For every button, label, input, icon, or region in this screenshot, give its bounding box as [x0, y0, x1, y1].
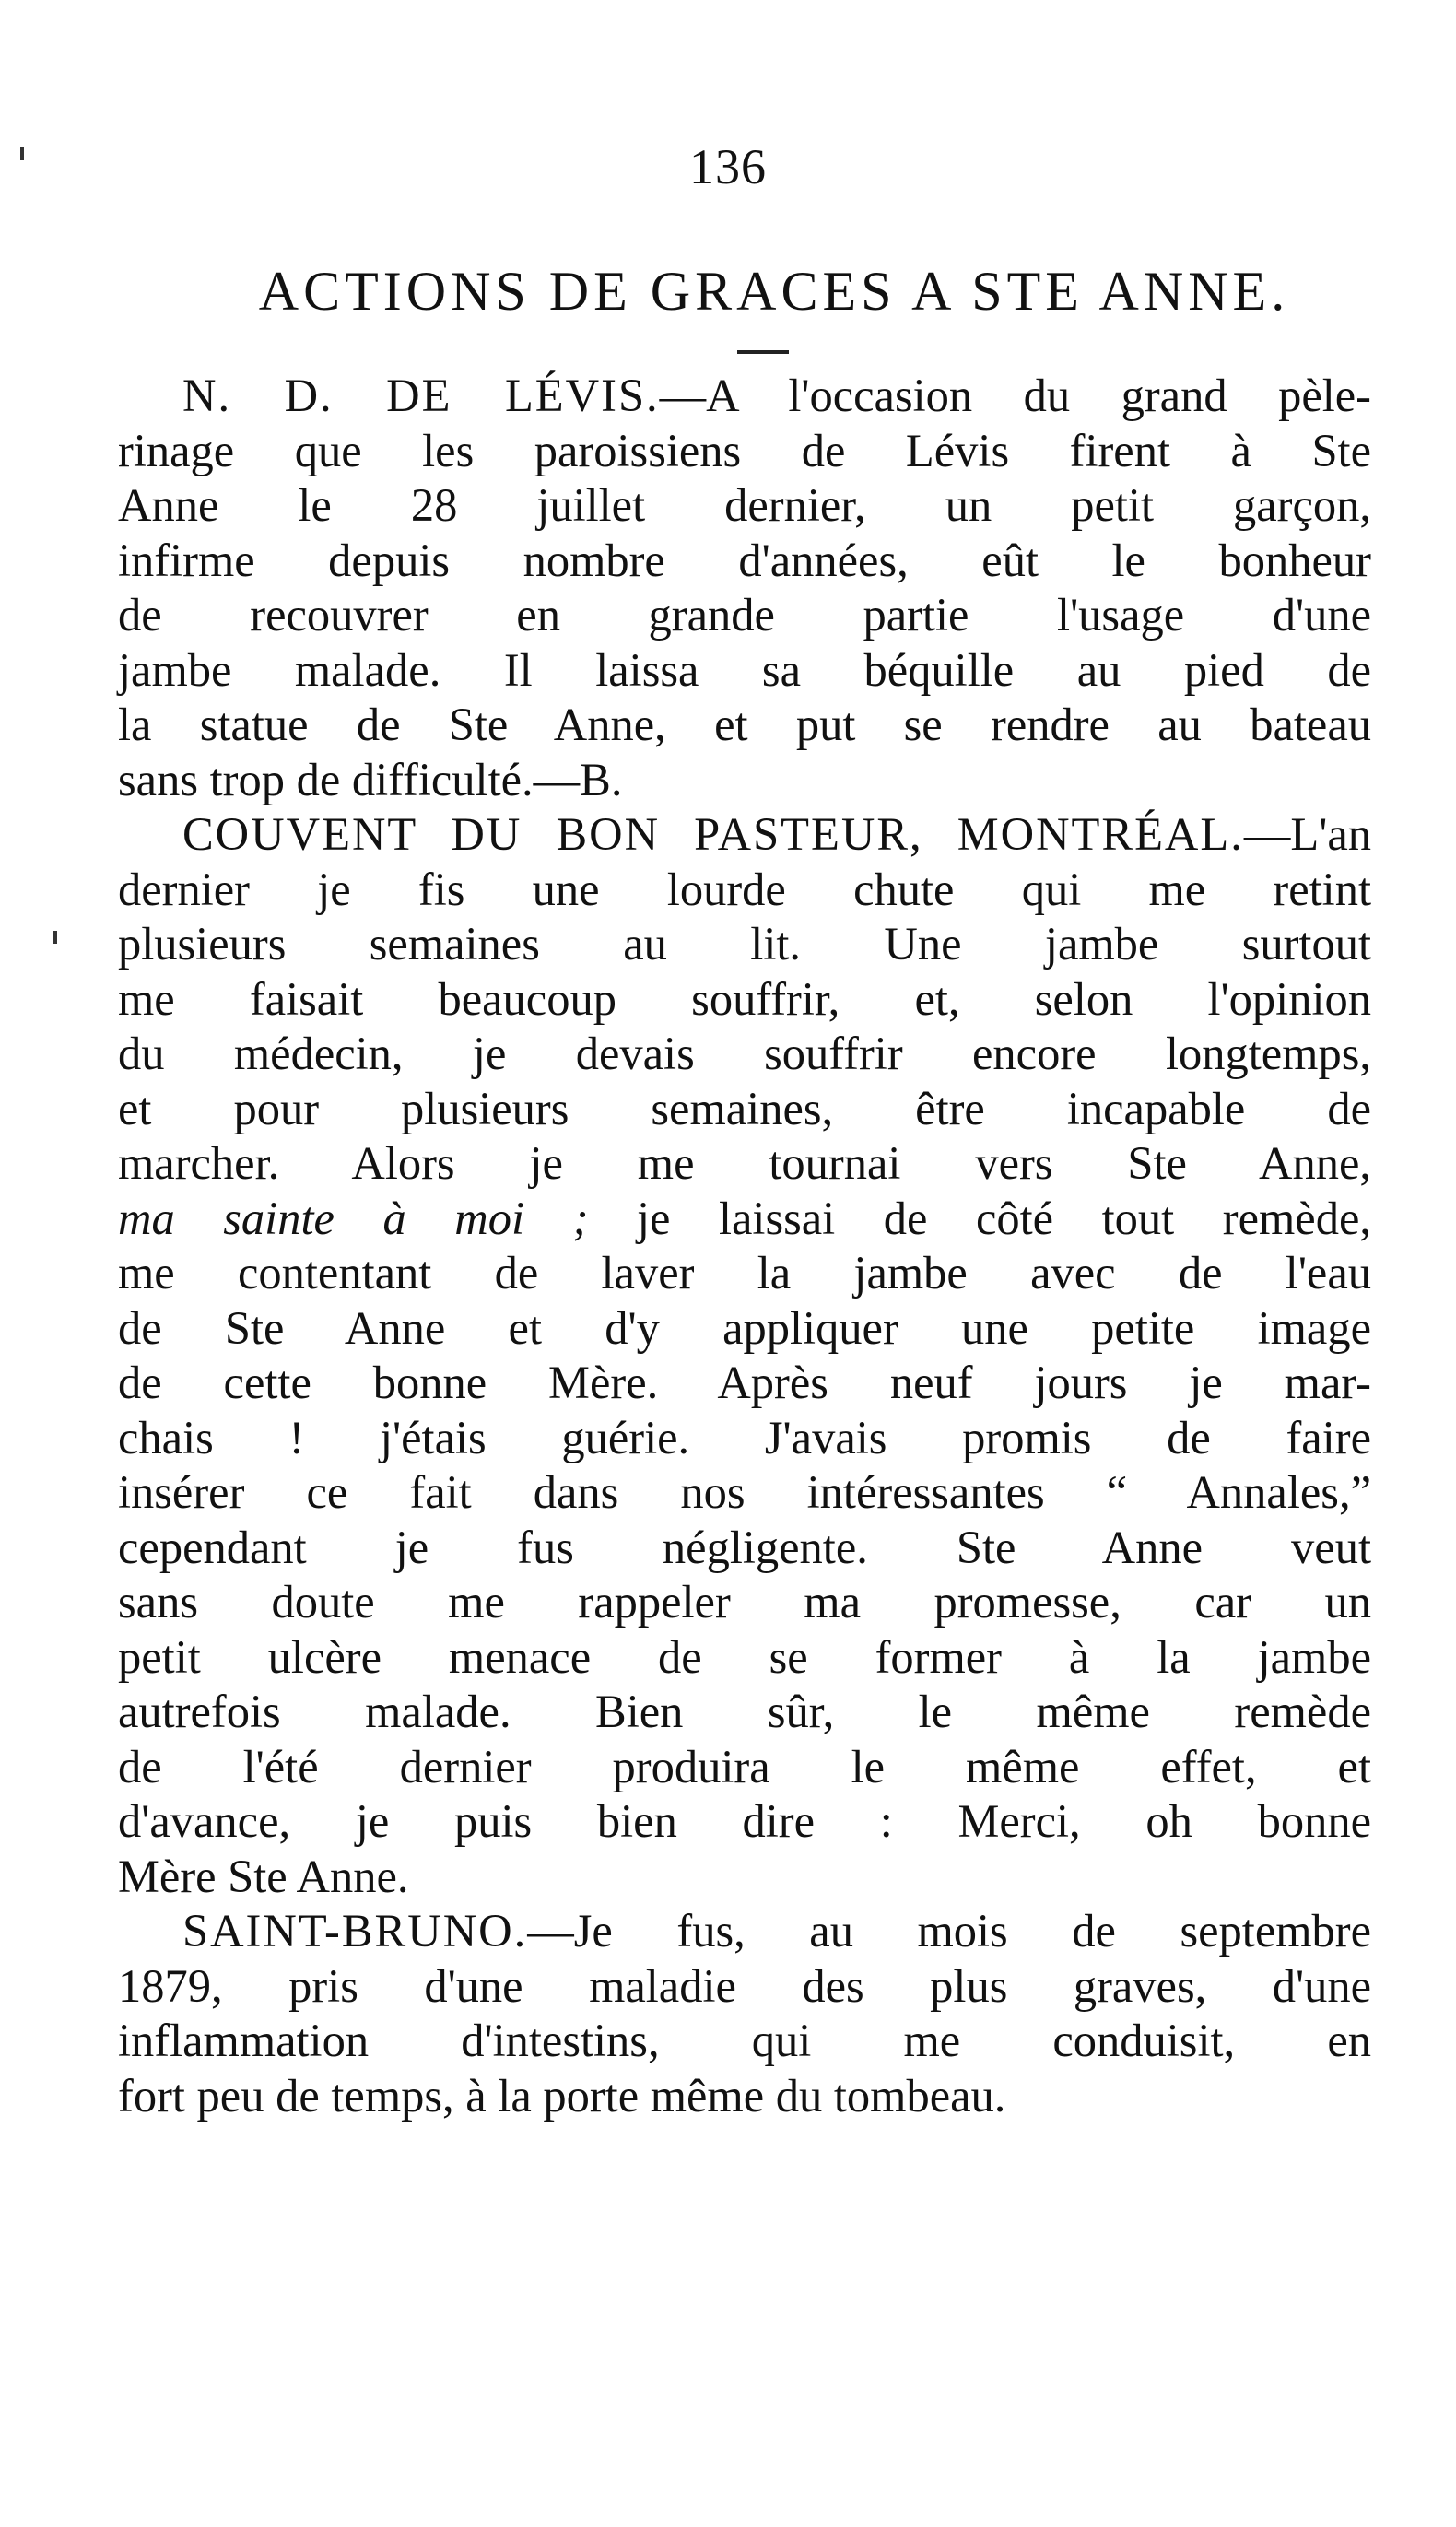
place-name: N. D. DE LÉVIS.	[182, 370, 660, 421]
line-text: d'avance, je puis bien dire : Merci, oh bonne	[118, 1795, 1371, 1847]
body-text	[118, 369, 1371, 2123]
text-line	[118, 1356, 1371, 1411]
line-text: autrefois malade. Bien sûr, le même remède	[118, 1686, 1371, 1737]
text-line	[118, 424, 1371, 479]
line-text: je laissai de côté tout remède,	[588, 1192, 1371, 1244]
line-text: —A l'occasion du grand pèle-	[659, 370, 1371, 421]
line-text: de l'été dernier produira le même effet, et	[118, 1740, 1371, 1792]
text-line	[118, 2014, 1371, 2069]
text-line	[118, 1794, 1371, 1850]
paragraph	[118, 369, 1371, 807]
text-line	[118, 1740, 1371, 1795]
line-text: sans trop de difficulté.—B.	[118, 753, 623, 805]
line-text: sans doute me rappeler ma promesse, car un	[118, 1576, 1371, 1628]
text-line	[118, 478, 1371, 534]
line-text: 1879, pris d'une maladie des plus graves, d'une	[118, 1959, 1371, 2012]
line-text: —Je fus, au mois de septembre	[527, 1905, 1371, 1957]
place-name: SAINT-BRUNO.	[182, 1905, 528, 1957]
line-text: de cette bonne Mère. Après neuf jours je mar-	[118, 1357, 1371, 1408]
line-text: insérer ce fait dans nos intéressantes “ Annales,”	[118, 1466, 1371, 1518]
text-line	[118, 863, 1371, 918]
text-line	[118, 1630, 1371, 1686]
text-line	[118, 534, 1371, 589]
line-text: du médecin, je devais souffrir encore longtemps,	[118, 1028, 1371, 1079]
line-text: Mère Ste Anne.	[118, 1850, 409, 1902]
text-line	[118, 2069, 1371, 2124]
line-text: me contentant de laver la jambe avec de l'eau	[118, 1247, 1371, 1299]
line-text: de recouvrer en grande partie l'usage d'une	[118, 589, 1371, 641]
line-text: jambe malade. Il laissa sa béquille au pied de	[118, 643, 1371, 696]
line-text: Anne le 28 juillet dernier, un petit garçon,	[118, 479, 1371, 531]
heading-rule	[737, 350, 789, 354]
text-line	[118, 1411, 1371, 1466]
text-line	[118, 1082, 1371, 1137]
line-text: cependant je fus négligente. Ste Anne veut	[118, 1521, 1371, 1573]
text-line	[118, 698, 1371, 753]
text-line	[118, 1959, 1371, 2015]
text-line	[118, 753, 1371, 808]
paragraph	[118, 1904, 1371, 2123]
text-line	[118, 588, 1371, 643]
italic-phrase: ma sainte à moi ;	[118, 1192, 589, 1244]
line-text: rinage que les paroissiens de Lévis firent à Ste	[118, 424, 1371, 476]
place-name: COUVENT DU BON PASTEUR, MONTRÉAL.	[182, 808, 1244, 860]
line-text: petit ulcère menace de se former à la jambe	[118, 1630, 1371, 1683]
text-line	[118, 1192, 1371, 1247]
line-text: de Ste Anne et d'y appliquer une petite image	[118, 1301, 1371, 1354]
text-line	[118, 1521, 1371, 1576]
line-text: infirme depuis nombre d'années, eût le bonheur	[118, 534, 1371, 586]
text-line	[118, 1246, 1371, 1301]
text-line	[118, 1136, 1371, 1192]
text-line	[118, 1465, 1371, 1521]
line-text: —L'an	[1243, 808, 1371, 860]
line-text: fort peu de temps, à la porte même du tombeau.	[118, 2069, 1006, 2122]
line-text: plusieurs semaines au lit. Une jambe surtout	[118, 918, 1371, 970]
line-text: marcher. Alors je me tournai vers Ste Anne,	[118, 1137, 1371, 1189]
text-line	[118, 1904, 1371, 1959]
text-line	[118, 1575, 1371, 1630]
text-line	[118, 643, 1371, 699]
line-text: dernier je fis une lourde chute qui me retint	[118, 863, 1371, 915]
text-line	[118, 1027, 1371, 1082]
text-line	[118, 1685, 1371, 1740]
line-text: inflammation d'intestins, qui me conduisit, en	[118, 2015, 1371, 2066]
page-number: 136	[689, 139, 767, 194]
line-text: et pour plusieurs semaines, être incapable de	[118, 1082, 1371, 1134]
text-line	[118, 972, 1371, 1028]
line-text: chais ! j'étais guérie. J'avais promis de faire	[118, 1411, 1371, 1463]
section-heading: ACTIONS DE GRACES A STE ANNE.	[258, 261, 1290, 322]
paragraph	[118, 807, 1371, 1904]
line-text: la statue de Ste Anne, et put se rendre au bateau	[118, 699, 1371, 750]
text-line	[118, 807, 1371, 863]
text-line	[118, 917, 1371, 972]
text-line	[118, 1850, 1371, 1905]
margin-mark	[53, 931, 57, 944]
text-line	[118, 1301, 1371, 1357]
text-line	[118, 369, 1371, 424]
line-text: me faisait beaucoup souffrir, et, selon l'opinion	[118, 972, 1371, 1025]
